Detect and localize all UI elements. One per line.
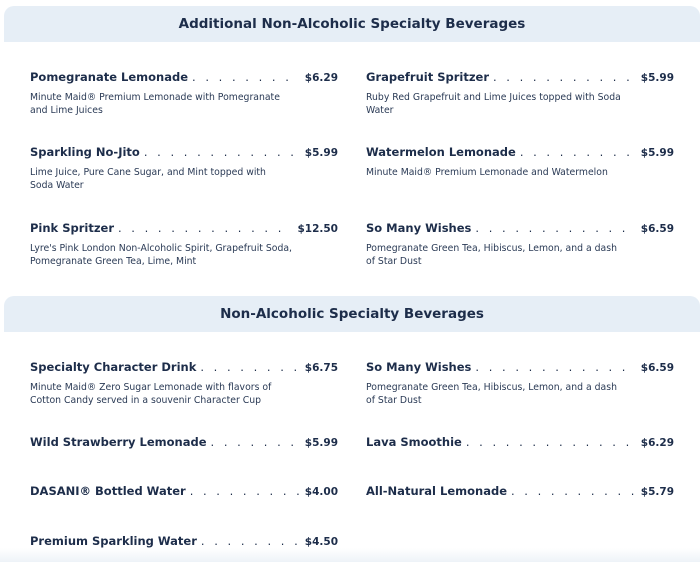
item-description: Lime Juice, Pure Cane Sugar, and Mint topped with Soda Water [30, 167, 266, 191]
item-name: Sparkling No-Jito [30, 145, 140, 159]
section-header-additional [4, 6, 700, 42]
item-name: Lava Smoothie [366, 435, 462, 449]
menu-item-watermelon-lemonade [366, 145, 674, 179]
dot-leader [493, 70, 635, 84]
item-price: $5.99 [304, 437, 338, 449]
menu-item-specialty-character-drink [30, 360, 338, 407]
menu-item-so-many-wishes [366, 221, 674, 268]
menu-item-grapefruit-spritzer [366, 70, 674, 117]
item-name: So Many Wishes [366, 360, 472, 374]
menu-item-so-many-wishes-2 [366, 360, 674, 407]
dot-leader [192, 70, 299, 84]
dot-leader [118, 221, 291, 235]
item-price: $6.29 [640, 437, 674, 449]
menu-item-sparkling-no-jito [30, 145, 338, 192]
item-price: $6.59 [640, 362, 674, 374]
menu-item-wild-strawberry-lemonade [30, 435, 338, 449]
dot-leader [466, 435, 635, 449]
menu-item-premium-sparkling-water [30, 534, 338, 548]
dot-leader [211, 435, 299, 449]
item-name: So Many Wishes [366, 221, 472, 235]
item-description: Pomegranate Green Tea, Hibiscus, Lemon, and a dash of Star Dust [366, 382, 617, 406]
item-description: Lyre's Pink London Non-Alcoholic Spirit, Grapefruit Soda, Pomegranate Green Tea, Lime, Mint [30, 243, 293, 267]
menu-item-lava-smoothie [366, 435, 674, 449]
item-name: Watermelon Lemonade [366, 145, 516, 159]
menu-item-pomegranate-lemonade [30, 70, 338, 117]
item-description: Minute Maid® Premium Lemonade and Watermelon [366, 167, 608, 178]
item-name: Grapefruit Spritzer [366, 70, 489, 84]
menu-item-dasani-bottled-water [30, 484, 338, 498]
item-name: All-Natural Lemonade [366, 484, 507, 498]
dot-leader [475, 221, 634, 235]
dot-leader [201, 534, 299, 548]
item-price: $5.99 [640, 147, 674, 159]
section-header-specialty [4, 296, 700, 332]
dot-leader [475, 360, 634, 374]
menu-item-pink-spritzer [30, 221, 338, 268]
item-price: $5.99 [304, 147, 338, 159]
item-description: Pomegranate Green Tea, Hibiscus, Lemon, and a dash of Star Dust [366, 243, 617, 267]
item-name: Pomegranate Lemonade [30, 70, 189, 84]
item-price: $4.00 [304, 486, 338, 498]
item-price: $12.50 [297, 223, 338, 235]
item-name: Premium Sparkling Water [30, 534, 197, 548]
section-title: Additional Non-Alcoholic Specialty Beverages [178, 16, 526, 32]
dot-leader [200, 360, 298, 374]
bottom-fade [0, 548, 700, 562]
item-description: Minute Maid® Premium Lemonade with Pomegranate and Lime Juices [30, 92, 280, 116]
item-name: DASANI® Bottled Water [30, 484, 186, 498]
item-price: $4.50 [304, 536, 338, 548]
item-name: Pink Spritzer [30, 221, 114, 235]
item-price: $6.29 [304, 72, 338, 84]
item-name: Specialty Character Drink [30, 360, 197, 374]
item-description: Minute Maid® Zero Sugar Lemonade with flavors of Cotton Candy served in a souvenir Character Cup [30, 382, 272, 406]
item-price: $6.75 [304, 362, 338, 374]
dot-leader [144, 145, 299, 159]
item-description: Ruby Red Grapefruit and Lime Juices topped with Soda Water [366, 92, 621, 116]
item-price: $6.59 [640, 223, 674, 235]
dot-leader [511, 484, 635, 498]
item-name: Wild Strawberry Lemonade [30, 435, 207, 449]
item-price: $5.79 [640, 486, 674, 498]
item-price: $5.99 [640, 72, 674, 84]
menu-item-all-natural-lemonade [366, 484, 674, 498]
dot-leader [520, 145, 635, 159]
section-title: Non-Alcoholic Specialty Beverages [220, 306, 484, 322]
dot-leader [190, 484, 299, 498]
